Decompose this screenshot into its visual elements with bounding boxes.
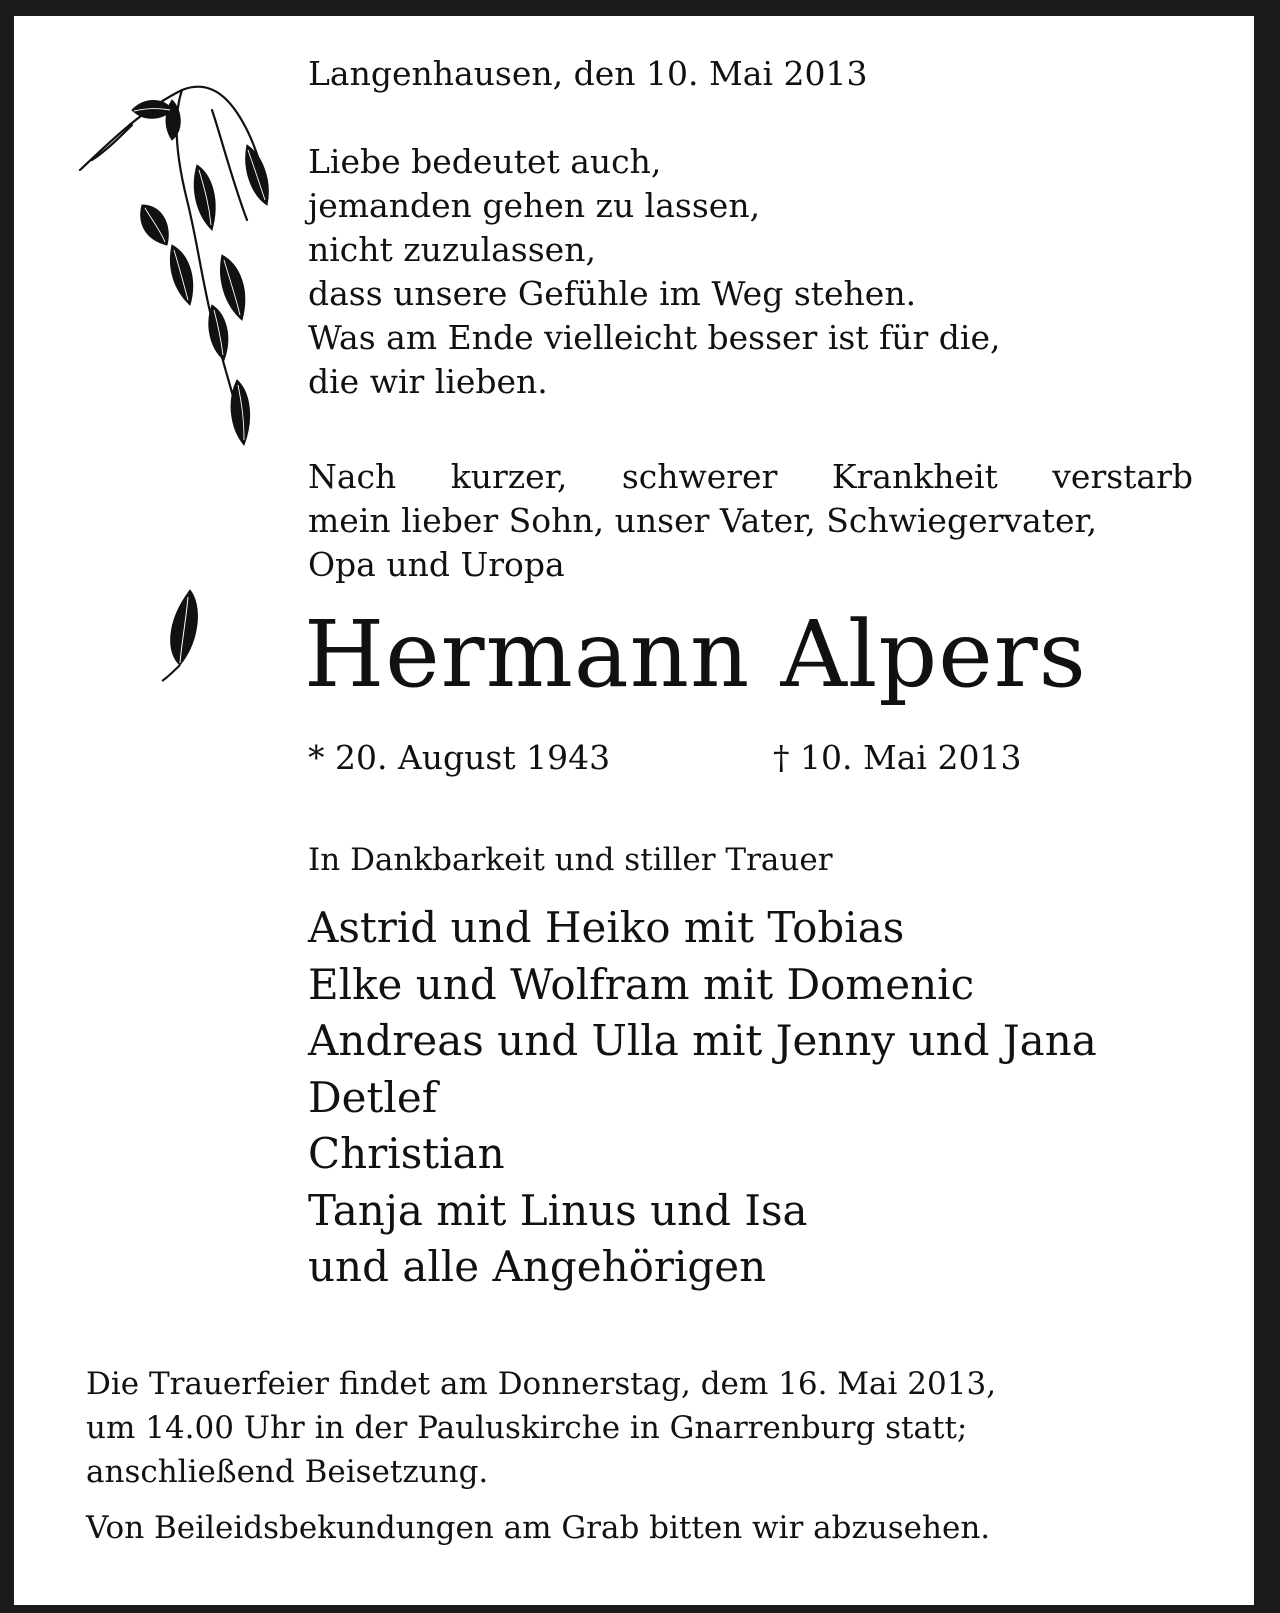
death-announcement — [308, 455, 1193, 587]
poem — [308, 140, 1000, 404]
falling-leaf-icon — [150, 585, 210, 685]
mourners-intro: In Dankbarkeit und stiller Trauer — [308, 842, 833, 878]
life-dates — [308, 736, 1022, 780]
death-date: † 10. Mai 2013 — [773, 738, 1022, 777]
poem-line: nicht zuzulassen, — [308, 230, 596, 269]
mourner-entry: Astrid und Heiko mit Tobias — [308, 903, 905, 952]
poem-line: die wir lieben. — [308, 362, 548, 401]
birch-branch-icon — [72, 80, 292, 470]
mourner-entry: Andreas und Ulla mit Jenny und Jana — [308, 1016, 1097, 1065]
service-line: um 14.00 Uhr in der Pauluskirche in Gnarrenburg statt; — [86, 1410, 968, 1446]
announcement-line: mein lieber Sohn, unser Vater, Schwiegervater, — [308, 501, 1098, 540]
mourner-entry: Christian — [308, 1129, 505, 1178]
mourner-entry: Detlef — [308, 1072, 438, 1122]
poem-line: jemanden gehen zu lassen, — [308, 186, 761, 225]
condolence-notice: Von Beileidsbekundungen am Grab bitten wir abzusehen. — [86, 1510, 991, 1546]
funeral-service-info — [86, 1362, 996, 1494]
poem-line: Was am Ende vielleicht besser ist für die, — [308, 318, 1001, 357]
mourner-entry: Tanja mit Linus und Isa — [308, 1185, 808, 1235]
poem-line: Liebe bedeutet auch, — [308, 142, 662, 181]
birth-date: * 20. August 1943 — [308, 738, 611, 777]
mourners-list — [308, 900, 1097, 1296]
service-line: anschließend Beisetzung. — [86, 1454, 489, 1490]
mourner-entry: Elke und Wolfram mit Domenic — [308, 959, 975, 1009]
service-line: Die Trauerfeier findet am Donnerstag, dem 16. Mai 2013, — [86, 1366, 997, 1402]
deceased-name: Hermann Alpers — [304, 601, 1087, 708]
poem-line: dass unsere Gefühle im Weg stehen. — [308, 274, 917, 313]
announcement-line: Nach kurzer, schwerer Krankheit verstarb — [308, 457, 1193, 496]
announcement-line: Opa und Uropa — [308, 545, 565, 584]
place-date: Langenhausen, den 10. Mai 2013 — [308, 54, 868, 93]
mourner-entry: und alle Angehörigen — [308, 1242, 767, 1291]
